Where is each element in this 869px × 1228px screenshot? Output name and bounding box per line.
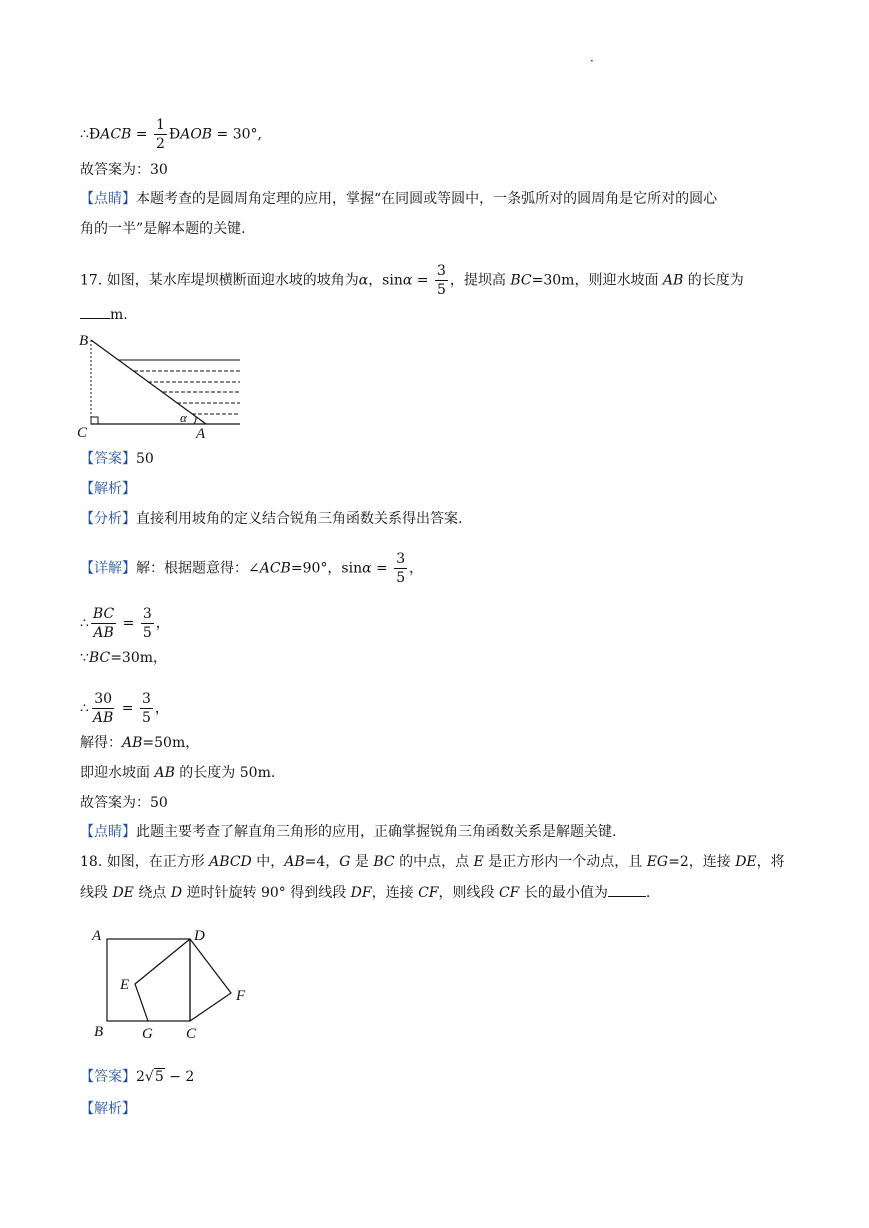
- radicand: 5: [154, 1069, 164, 1085]
- numerator: 3: [436, 263, 446, 279]
- denominator: 2: [155, 136, 165, 152]
- text: ，: [155, 615, 170, 632]
- answer-blank: [80, 318, 110, 319]
- text: 解得：: [80, 735, 122, 751]
- text: =: [117, 700, 138, 717]
- angle-arc: [194, 417, 196, 424]
- text: ，提坝高: [449, 272, 511, 289]
- text: ABCD: [209, 854, 252, 870]
- right-angle-mark: [91, 417, 98, 424]
- text: DE: [735, 854, 757, 870]
- text: 逆时针旋转 90° 得到线段: [182, 885, 351, 901]
- text: E: [473, 854, 484, 870]
- section-tag: 【详解】: [80, 560, 136, 577]
- label-b: B: [79, 333, 89, 349]
- text: AB: [154, 765, 175, 781]
- text: CF: [418, 885, 439, 901]
- text: m.: [110, 307, 128, 323]
- text: ，: [409, 560, 424, 577]
- label-g: G: [142, 1026, 153, 1042]
- text: 17. 如图，某水库堤坝横断面迎水坡的坡角为: [80, 272, 359, 289]
- question-17-tail: [80, 305, 128, 325]
- square-figure: [86, 920, 256, 1045]
- denominator: 5: [436, 282, 446, 298]
- text: ∴Ð: [80, 126, 101, 143]
- question-18-cont: [80, 883, 650, 903]
- numerator: 30: [94, 691, 113, 707]
- label-a: A: [92, 928, 102, 944]
- equation-3: [80, 690, 169, 727]
- text: α: [402, 272, 413, 289]
- text: =2，连接: [668, 854, 736, 870]
- segment-df-fc: [190, 939, 231, 1021]
- text: =90°，sin: [290, 560, 363, 577]
- header-mark: ·: [590, 54, 594, 68]
- denominator: AB: [93, 625, 114, 641]
- answer-17: [80, 449, 154, 469]
- text: 18. 如图，在正方形: [80, 854, 210, 870]
- text: =: [131, 126, 152, 143]
- text: 长的最小值为: [519, 885, 608, 901]
- question-18: [80, 852, 785, 872]
- text: ，将: [756, 854, 785, 870]
- text: BC: [373, 854, 395, 870]
- text: α: [358, 272, 369, 289]
- text: =30m，: [110, 650, 168, 666]
- text: G: [339, 854, 351, 870]
- label-e: E: [120, 977, 130, 993]
- analysis-heading: 【解析】: [80, 481, 136, 497]
- text: .: [645, 885, 651, 901]
- sqrt-sign: √: [144, 1069, 154, 1085]
- text: DF: [350, 885, 372, 901]
- label-c: C: [186, 1026, 197, 1042]
- fraction: [154, 116, 167, 153]
- denominator: 5: [141, 710, 151, 726]
- analysis-heading-18: 【解析】: [80, 1101, 136, 1117]
- text: Ð: [168, 126, 181, 143]
- text: α: [362, 560, 372, 577]
- section-tag: 【点睛】: [80, 824, 136, 840]
- numerator: 1: [155, 117, 165, 133]
- fraction: [91, 605, 116, 642]
- section-tag: 【答案】: [80, 1069, 136, 1085]
- text: BC: [510, 272, 532, 289]
- text: 即迎水坡面: [80, 765, 155, 781]
- text: AB: [662, 272, 684, 289]
- section-tag: 【点睛】: [80, 191, 136, 207]
- segment-de-eg: [135, 939, 190, 1021]
- detail-line: [80, 550, 423, 587]
- text: =4，: [304, 854, 340, 870]
- question-17: [80, 262, 744, 299]
- numerator: BC: [92, 606, 115, 622]
- numerator: 3: [396, 551, 406, 567]
- dam-figure: [76, 330, 246, 445]
- text: 直接利用坡角的定义结合锐角三角函数关系得出答案.: [136, 511, 463, 527]
- comment-line: [80, 189, 717, 209]
- text: =: [118, 615, 139, 632]
- numerator: 3: [142, 606, 152, 622]
- text: 的长度为: [683, 272, 744, 289]
- text: 解：根据题意得：∠: [136, 560, 260, 577]
- answer-18: [80, 1067, 194, 1087]
- text: EG: [646, 854, 669, 870]
- answer-line-17: 故答案为：50: [80, 795, 168, 811]
- text: − 2: [164, 1069, 195, 1085]
- text: AOB: [180, 126, 213, 143]
- text: = 30°,: [212, 126, 263, 143]
- text: DE: [112, 885, 134, 901]
- text: =: [371, 560, 393, 577]
- text: ∴: [80, 700, 89, 717]
- label-a: A: [196, 426, 206, 442]
- fraction: [394, 550, 407, 587]
- numerator: 3: [141, 691, 151, 707]
- text: CF: [498, 885, 520, 901]
- text: 中，: [251, 854, 285, 870]
- label-f: F: [236, 988, 246, 1004]
- text: 绕点: [133, 885, 171, 901]
- fraction: [141, 605, 154, 642]
- analysis-line: [80, 509, 462, 529]
- section-tag: 【分析】: [80, 511, 136, 527]
- fraction: [140, 690, 153, 727]
- denominator: 5: [142, 625, 152, 641]
- section-tag: 【答案】: [80, 451, 136, 467]
- text: ∴: [80, 615, 89, 632]
- answer-line: 故答案为：30: [80, 162, 168, 178]
- text: =50m，: [142, 735, 200, 751]
- text: ，sin: [368, 272, 403, 289]
- text: =: [412, 272, 433, 289]
- text: 的中点，点: [394, 854, 474, 870]
- text: ，: [154, 700, 169, 717]
- text: 此题主要考查了解直角三角形的应用，正确掌握锐角三角函数关系是解题关键.: [136, 824, 617, 840]
- text: AB: [122, 735, 143, 751]
- answer-blank: [608, 896, 646, 897]
- fraction: [435, 262, 448, 299]
- text: 2: [136, 1069, 145, 1085]
- text: 是正方形内一个动点，且: [483, 854, 647, 870]
- equation-4: [80, 733, 199, 753]
- formula-line-acb: [80, 116, 262, 153]
- denominator: 5: [396, 570, 406, 586]
- text: ACB: [100, 126, 132, 143]
- equation-2: [80, 648, 167, 668]
- text: ACB: [259, 560, 291, 577]
- text: ，连接: [371, 885, 419, 901]
- text: 是: [350, 854, 374, 870]
- text: ∵: [80, 650, 89, 666]
- label-alpha: α: [180, 410, 187, 425]
- equation-5: [80, 763, 275, 783]
- text: 本题考查的是圆周角定理的应用，掌握“在同圆或等圆中，一条弧所对的圆周角是它所对的圆心: [136, 191, 718, 207]
- text: AB: [284, 854, 305, 870]
- label-b: B: [94, 1024, 104, 1040]
- equation-1: [80, 605, 170, 642]
- comment-line-17: [80, 822, 616, 842]
- text: ，则线段: [438, 885, 499, 901]
- comment-line-cont: 角的一半”是解本题的关键.: [80, 221, 246, 237]
- text: 的长度为 50m.: [174, 765, 276, 781]
- label-c: C: [77, 425, 88, 441]
- text: 线段: [80, 885, 113, 901]
- denominator: AB: [92, 710, 114, 726]
- text: 50: [136, 451, 154, 467]
- fraction: [91, 690, 115, 727]
- text: D: [170, 885, 183, 901]
- text: =30m，则迎水坡面: [531, 272, 663, 289]
- text: BC: [88, 650, 111, 666]
- label-d: D: [194, 928, 205, 944]
